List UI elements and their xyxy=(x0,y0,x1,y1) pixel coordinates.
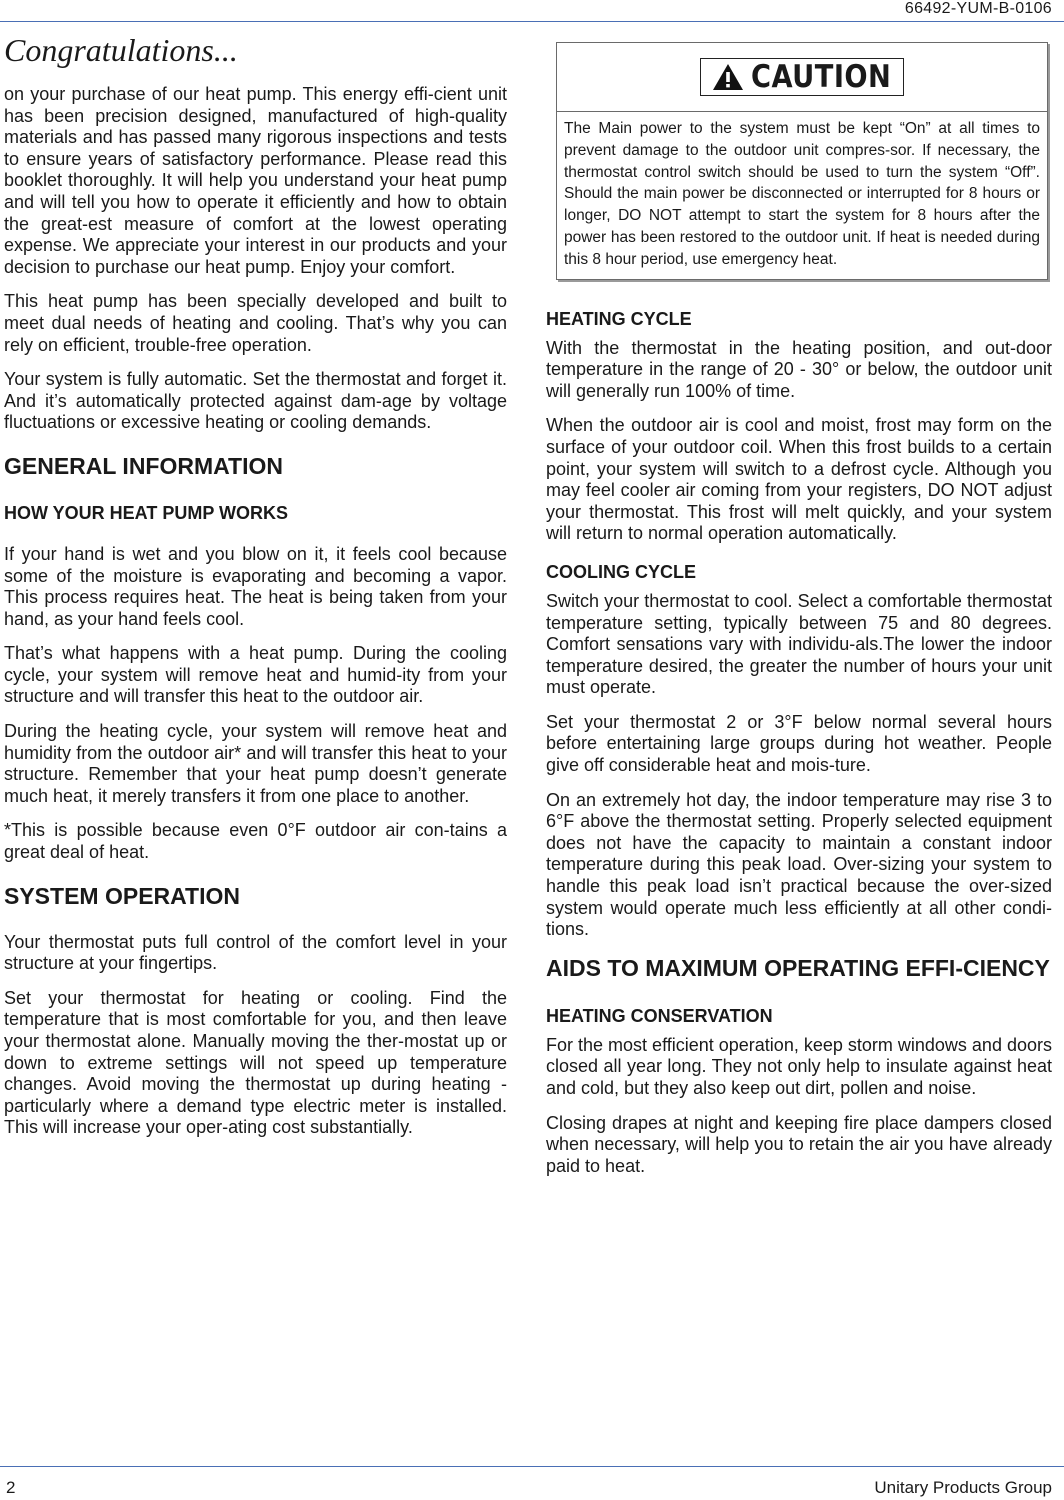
intro-paragraph: on your purchase of our heat pump. This energy effi-cient unit has been precision designed, manufactured of high-quality materials and has passed many rigorous inspections and tests to ensure years of satisfactory performance. Please read this booklet thoroughly. It will help you understand your heat pump and will tell you how to operate it efficiently and how to obtain the great-est measure of comfort at the lowest operating expense. We appreciate your interest in our products and your decision to purchase our heat pump. Enjoy your comfort. xyxy=(4,84,507,277)
body-paragraph: Set your thermostat for heating or cooling. Find the temperature that is most comfortable for you, and then leave your thermostat alone. Manually moving the ther-mostat up or down to extreme settings will not speed up temperature changes. Avoid moving the thermostat up during heating - particularly where a demand type electric meter is installed. This will increase your oper-ating cost substantially. xyxy=(4,987,507,1138)
caution-title: CAUTION xyxy=(751,59,892,95)
body-paragraph: With the thermostat in the heating position, and out-door temperature in the range of 20 - 30° or below, the outdoor unit will generally run 100% of time. xyxy=(546,337,1052,401)
intro-paragraph: Your system is fully automatic. Set the thermostat and forget it. And it’s automatically protected against dam-age by voltage fluctuations or excessive heating or cooling demands. xyxy=(4,369,507,433)
cooling-cycle-heading: COOLING CYCLE xyxy=(546,561,697,582)
body-paragraph: If your hand is wet and you blow on it, it feels cool because some of the moisture is evaporating and becoming a vapor. This process requires heat. The heat is being taken from your hand, as your hand feels cool. xyxy=(4,543,507,629)
caution-header xyxy=(557,43,1047,112)
document-code: 66492-YUM-B-0106 xyxy=(904,0,1052,17)
footer-rule xyxy=(0,1466,1064,1467)
aids-efficiency-heading: AIDS TO MAXIMUM OPERATING EFFI-CIENCY xyxy=(546,954,1050,981)
page-title: Congratulations... xyxy=(4,32,238,68)
caution-text: The Main power to the system must be kept “On” at all times to prevent damage to the outdoor unit compres-sor. If necessary, the thermostat control switch should be used to turn the system “Off”. Should the main power be disconnected or interrupted for 8 hours or longer, DO NOT attempt to start the system for 8 hours after the power has been restored to the outdoor unit. If heat is needed during this 8 hour period, use emergency heat. xyxy=(564,120,1040,268)
footnote-paragraph: *This is possible because even 0°F outdoor air con-tains a great deal of heat. xyxy=(4,820,507,863)
body-paragraph: That’s what happens with a heat pump. During the cooling cycle, your system will remove heat and humid-ity from your structure and will transfer this heat to the outdoor air. xyxy=(4,643,507,707)
body-paragraph: When the outdoor air is cool and moist, frost may form on the surface of your outdoor coil. When this frost builds to a certain point, your system will switch to a defrost cycle. Although you may feel cooler air coming from your registers, DO NOT adjust your thermostat. This frost will melt quickly, and your system will return to normal operation automatically. xyxy=(546,415,1052,544)
footer-organization: Unitary Products Group xyxy=(874,1478,1052,1497)
body-paragraph: Set your thermostat 2 or 3°F below normal several hours before entertaining large groups during hot weather. People give off considerable heat and mois-ture. xyxy=(546,711,1052,776)
intro-paragraph: This heat pump has been specially developed and built to meet dual needs of heating and cooling. That’s why you can rely on efficient, trouble-free operation. xyxy=(4,291,507,355)
caution-label xyxy=(700,58,903,96)
body-paragraph: On an extremely hot day, the indoor temperature may rise 3 to 6°F above the thermostat setting. Properly selected equipment does not have the capacity to maintain a constant indoor temperature during this peak load. Over-sizing your system to handle this peak load isn’t practical because the over-sized system would operate much less efficiently at all other condi-tions. xyxy=(546,789,1052,940)
general-information-heading: GENERAL INFORMATION xyxy=(4,452,283,479)
system-operation-heading: SYSTEM OPERATION xyxy=(4,882,240,909)
how-heat-pump-works-heading: HOW YOUR HEAT PUMP WORKS xyxy=(4,502,289,523)
body-paragraph: Closing drapes at night and keeping fire place dampers closed when necessary, will help you to retain the air you have already paid to heat. xyxy=(546,1112,1052,1176)
body-paragraph: During the heating cycle, your system will remove heat and humidity from the outdoor air* and will transfer this heat to your structure. Remember that your heat pump doesn’t generate much heat, it merely transfers it from one place to another. xyxy=(4,721,507,806)
body-paragraph: Switch your thermostat to cool. Select a comfortable thermostat temperature setting, typically between 75 and 80 degrees. Comfort sensations vary with individu-als.The lower the indoor temperature desired, the greater the number of hours your unit must operate. xyxy=(546,590,1052,698)
caution-box xyxy=(556,42,1048,280)
heating-cycle-heading: HEATING CYCLE xyxy=(546,308,692,329)
header-rule xyxy=(0,21,1064,22)
warning-triangle-icon xyxy=(711,62,745,92)
left-column xyxy=(4,30,507,1152)
right-column xyxy=(546,42,1052,1190)
body-paragraph: Your thermostat puts full control of the comfort level in your structure at your fingertips. xyxy=(4,931,507,974)
body-paragraph: For the most efficient operation, keep storm windows and doors closed all year long. They not only help to insulate against heat and cold, but they also keep out dirt, pollen and noise. xyxy=(546,1034,1052,1099)
heating-conservation-heading: HEATING CONSERVATION xyxy=(546,1005,773,1026)
page-number: 2 xyxy=(6,1478,16,1497)
